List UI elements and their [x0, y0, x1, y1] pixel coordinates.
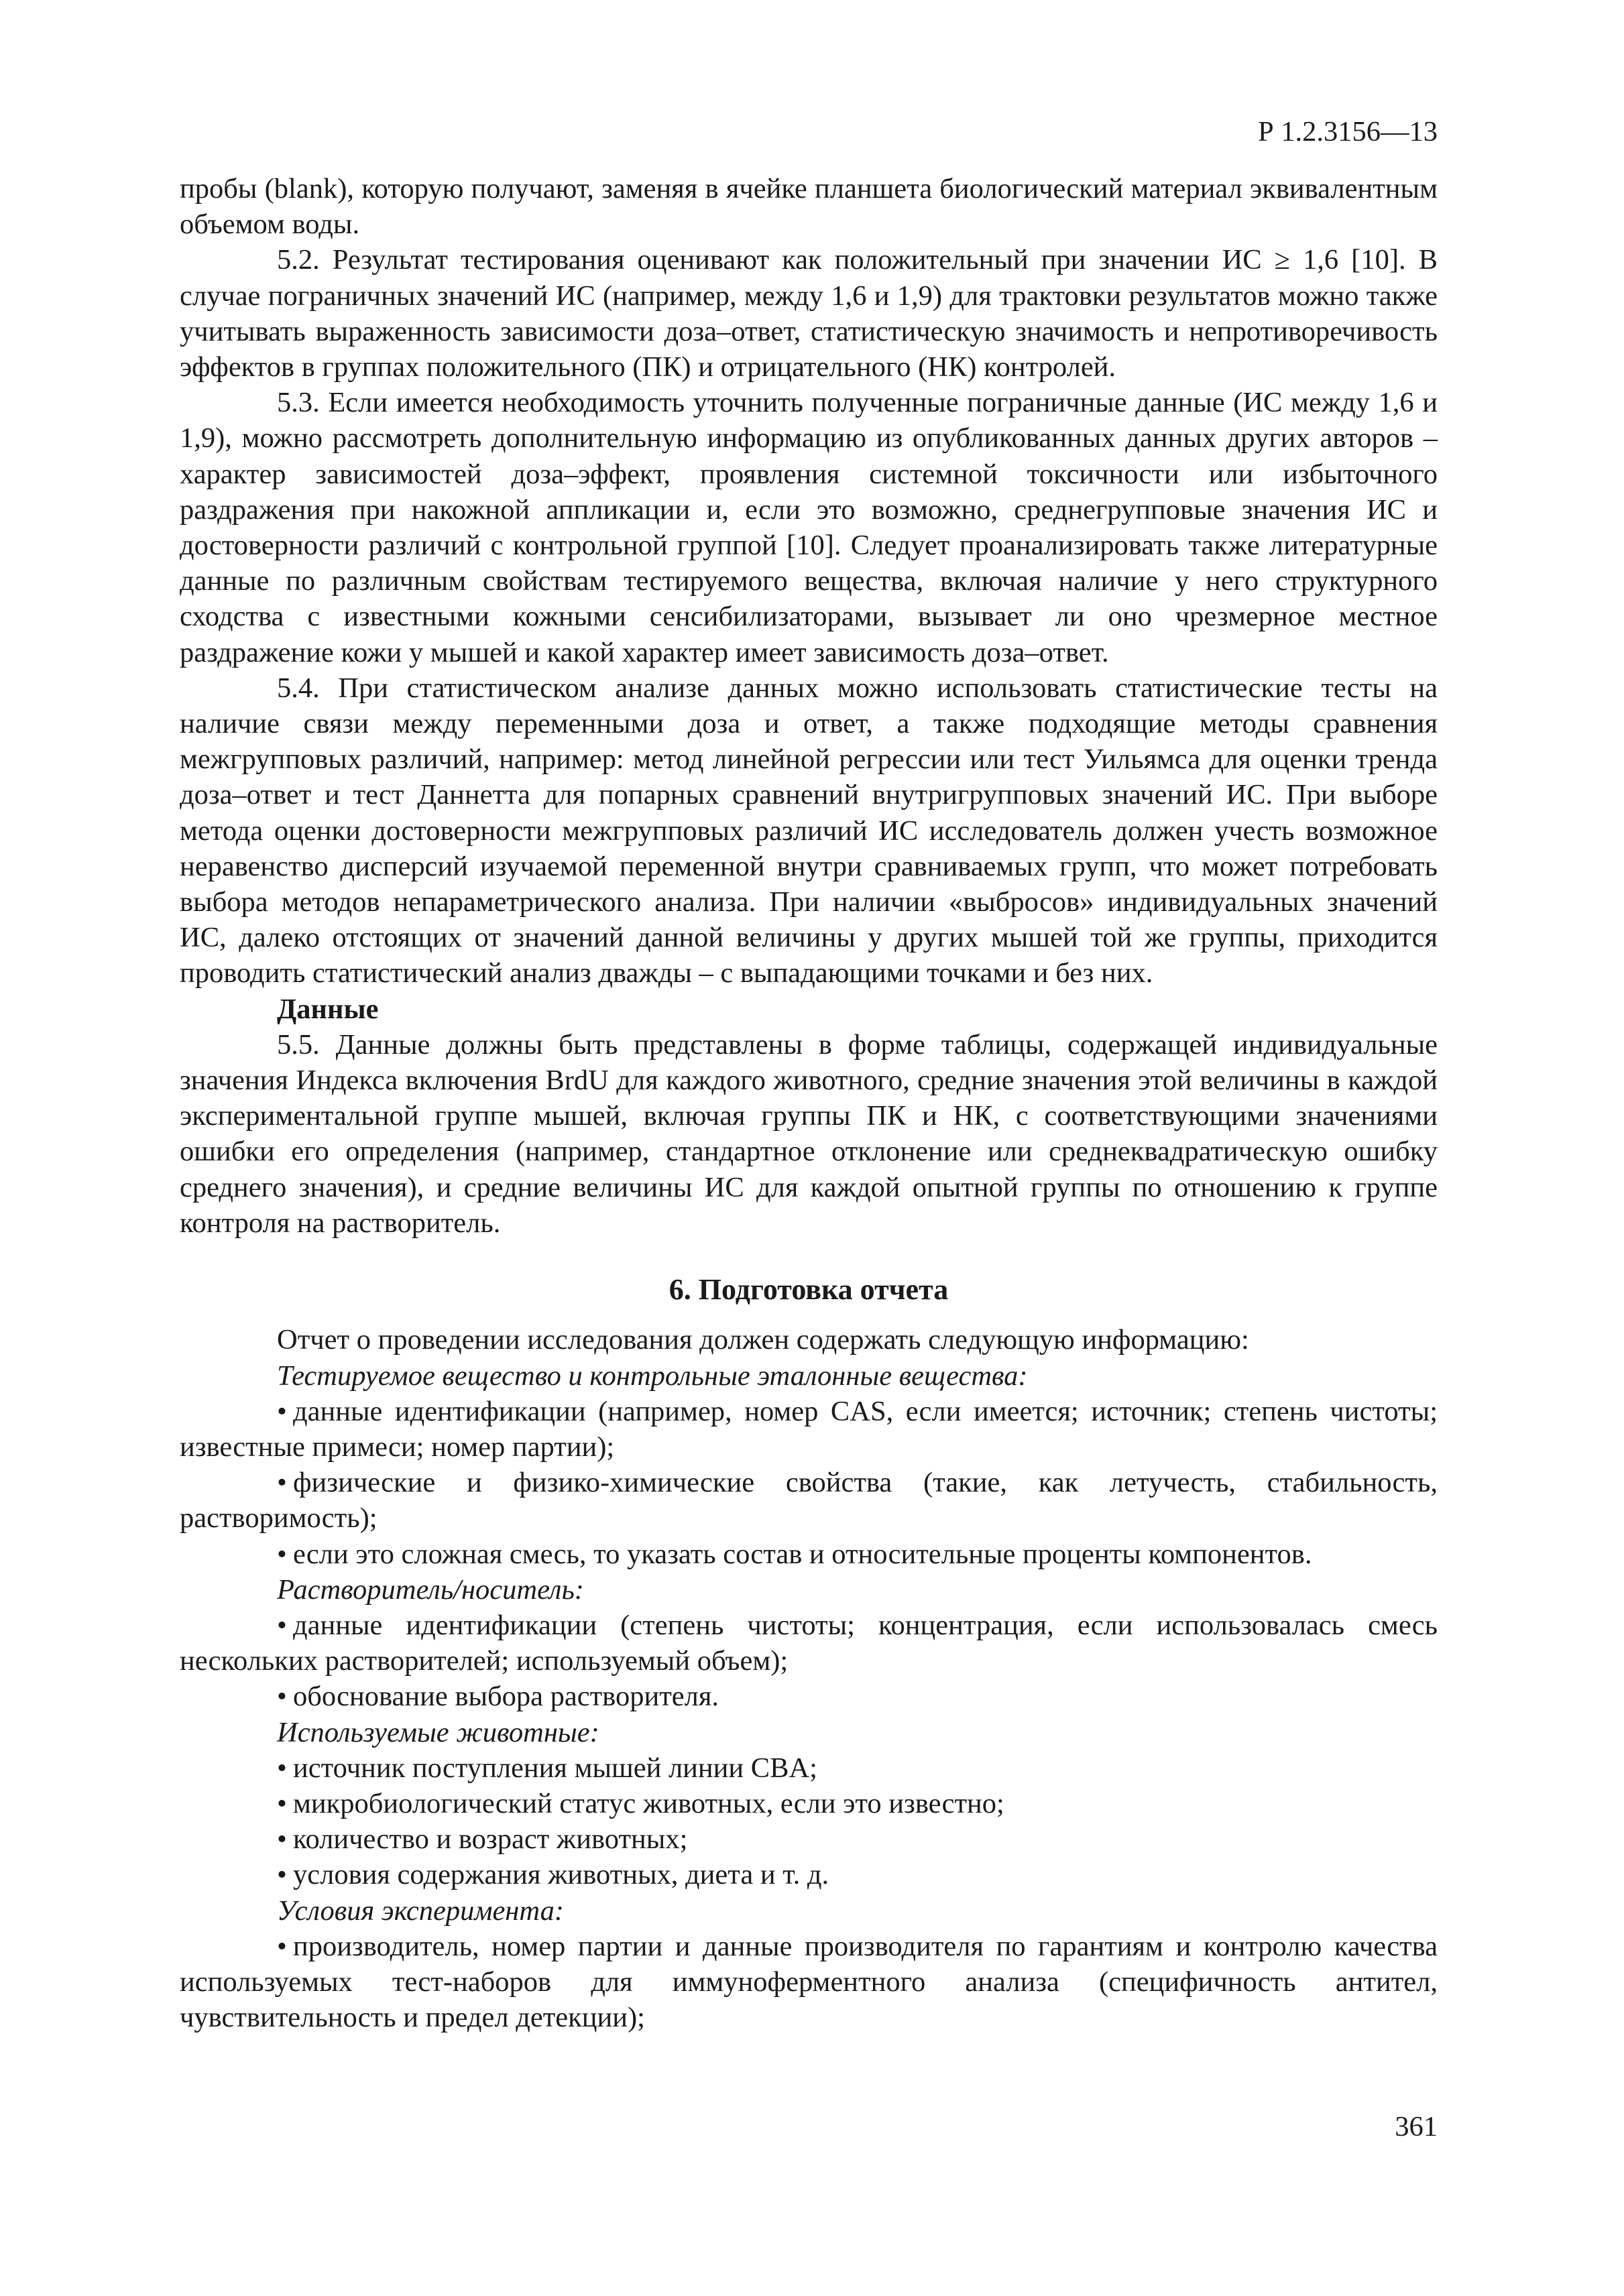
bullet-icon: •	[277, 1681, 287, 1713]
document-body	[180, 171, 1438, 2035]
list-item	[180, 1394, 1438, 1465]
list-item	[180, 1679, 1438, 1714]
list-item-text: данные идентификации (например, номер CAS, если имеется; источник; степень чистоты; известные примеси; номер партии);	[180, 1395, 1438, 1463]
list-item-text: физические и физико-химические свойства (такие, как летучесть, стабильность, растворимость);	[180, 1467, 1438, 1534]
list-item	[180, 1465, 1438, 1536]
subheading-data: Данные	[277, 993, 379, 1025]
list-item-text: если это сложная смесь, то указать состав и относительные проценты компонентов.	[293, 1538, 1312, 1570]
list-item-text: данные идентификации (степень чистоты; концентрация, если использовалась смесь нескольких растворителей; используемый объем);	[180, 1609, 1438, 1677]
section-6-title: 6. Подготовка отчета	[669, 1273, 949, 1307]
bullet-icon: •	[277, 1538, 287, 1570]
section-6-intro: Отчет о проведении исследования должен содержать следующую информацию:	[277, 1324, 1249, 1356]
document-code: Р 1.2.3156—13	[1257, 116, 1438, 147]
list-item-text: микробиологический статус животных, если это известно;	[293, 1787, 1004, 1819]
list-item-text: производитель, номер партии и данные производителя по гарантиям и контролю качества используемых тест-наборов для иммуноферментного анализа (специфичность антител, чувствительность и предел детекции);	[180, 1930, 1438, 2034]
page-number: 361	[1395, 2111, 1438, 2142]
list-item	[180, 1857, 1438, 1892]
list-item-text: обоснование выбора растворителя.	[293, 1681, 719, 1713]
list-item	[180, 1821, 1438, 1857]
paragraph-5-5: 5.5. Данные должны быть представлены в форме таблицы, содержащей индивидуальные значения Индекса включения BrdU для каждого животного, средние значения этой величины в каждой экспериментальной группе мышей, включая группы ПК и НК, с соответствующими значениями ошибки его определения (например, стандартное отклонение или среднеквадратическую ошибку среднего значения), и средние величины ИС для каждой опытной группы по отношению к группе контроля на растворитель.	[180, 1028, 1438, 1239]
bullet-icon: •	[277, 1823, 287, 1856]
bullet-icon: •	[277, 1395, 287, 1427]
label-solvent: Растворитель/носитель:	[277, 1573, 584, 1606]
bullet-icon: •	[277, 1930, 287, 1962]
label-animals: Используемые животные:	[277, 1716, 599, 1748]
label-test-substance: Тестируемое вещество и контрольные эталонные вещества:	[277, 1360, 1028, 1392]
bullet-icon: •	[277, 1787, 287, 1819]
bullet-icon: •	[277, 1752, 287, 1784]
list-item	[180, 1786, 1438, 1821]
list-item-text: количество и возраст животных;	[293, 1823, 688, 1856]
list-item	[180, 1929, 1438, 2036]
paragraph-5-3: 5.3. Если имеется необходимость уточнить полученные пограничные данные (ИС между 1,6 и 1,9), можно рассмотреть дополнительную информацию из опубликованных данных других авторов – характер зависимостей доза–эффект, проявления системной токсичности или избыточного раздражения при накожной аппликации и, если это возможно, среднегрупповые значения ИС и достоверности различий с контрольной группой [10]. Следует проанализировать также литературные данные по различным свойствам тестируемого вещества, включая наличие у него структурного сходства с известными кожными сенсибилизаторами, вызывает ли оно чрезмерное местное раздражение кожи у мышей и какой характер имеет зависимость доза–ответ.	[180, 387, 1438, 668]
label-conditions: Условия эксперимента:	[277, 1894, 565, 1927]
list-item-text: условия содержания животных, диета и т. д.	[293, 1859, 829, 1891]
list-item	[180, 1750, 1438, 1786]
bullet-icon: •	[277, 1609, 287, 1641]
bullet-icon: •	[277, 1859, 287, 1891]
paragraph-blank: пробы (blank), которую получают, заменяя в ячейке планшета биологический материал эквивалентным объемом воды.	[180, 173, 1438, 241]
list-item-text: источник поступления мышей линии CBA;	[293, 1752, 817, 1784]
list-item	[180, 1536, 1438, 1572]
paragraph-5-4: 5.4. При статистическом анализе данных можно использовать статистические тесты на наличие связи между переменными доза и ответ, а также подходящие методы сравнения межгрупповых различий, например: метод линейной регрессии или тест Уильямса для оценки тренда доза–ответ и тест Даннетта для попарных сравнений внутригрупповых значений ИС. При выборе метода оценки достоверности межгрупповых различий ИС исследователь должен учесть возможное неравенство дисперсий изучаемой переменной внутри сравниваемых групп, что может потребовать выбора методов непараметрического анализа. При наличии «выбросов» индивидуальных значений ИС, далеко отстоящих от значений данной величины у других мышей той же группы, приходится проводить статистический анализ дважды – с выпадающими точками и без них.	[180, 672, 1438, 989]
bullet-icon: •	[277, 1467, 287, 1499]
paragraph-5-2: 5.2. Результат тестирования оценивают как положительный при значении ИС ≥ 1,6 [10]. В случае пограничных значений ИС (например, между 1,6 и 1,9) для трактовки результатов можно также учитывать выраженность зависимости доза–ответ, статистическую значимость и непротиворечивость эффектов в группах положительного (ПК) и отрицательного (НК) контролей.	[180, 244, 1438, 383]
list-item	[180, 1608, 1438, 1679]
